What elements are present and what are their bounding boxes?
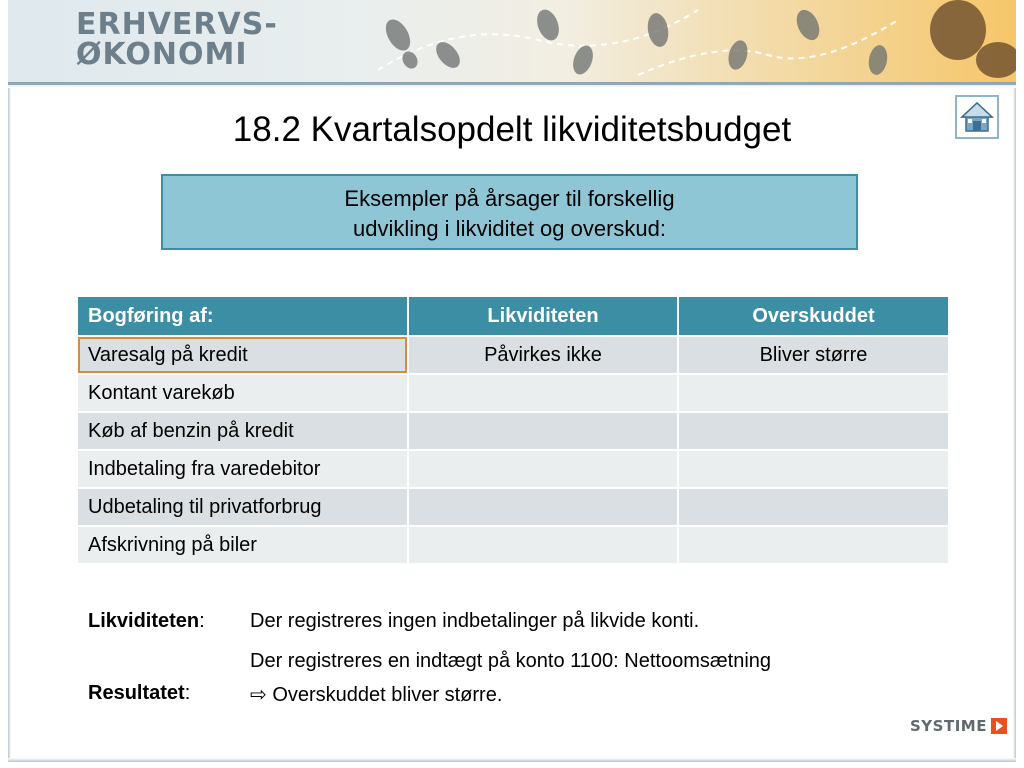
table-row xyxy=(77,526,949,564)
brand-line-2: ØKONOMI xyxy=(76,37,248,72)
result-colon: : xyxy=(184,682,191,704)
row-label-highlighted: Varesalg på kredit xyxy=(77,336,408,374)
liquidity-note xyxy=(88,610,205,633)
next-arrow-icon xyxy=(991,718,1007,734)
frame-bottom xyxy=(8,758,1016,762)
surplus-cell xyxy=(678,488,949,526)
liquidity-cell xyxy=(408,374,678,412)
brand-logo xyxy=(76,7,278,72)
table-row xyxy=(77,374,949,412)
liquidity-cell xyxy=(408,412,678,450)
liquidity-cell xyxy=(408,450,678,488)
row-label: Køb af benzin på kredit xyxy=(77,412,408,450)
publisher-logo xyxy=(910,715,1007,737)
callout-line-1: Eksempler på årsager til forskellig xyxy=(344,186,675,211)
right-arrow-icon: ⇨ xyxy=(250,684,267,706)
surplus-cell: Bliver større xyxy=(678,336,949,374)
surplus-cell xyxy=(678,450,949,488)
row-label: Indbetaling fra varedebitor xyxy=(77,450,408,488)
header-banner xyxy=(8,0,1016,85)
surplus-cell xyxy=(678,374,949,412)
home-button[interactable] xyxy=(955,95,999,139)
result-line-1: Der registreres en indtægt på konto 1100: Nettoomsætning xyxy=(250,650,772,672)
callout-line-2: udvikling i likviditet og overskud: xyxy=(352,216,667,241)
result-line-2 xyxy=(250,682,502,707)
publisher-name: SYSTIME xyxy=(910,717,987,735)
table-row xyxy=(77,450,949,488)
page-title: 18.2 Kvartalsopdelt likviditetsbudget xyxy=(232,110,792,149)
header-surplus: Overskuddet xyxy=(678,296,949,336)
header-booking: Bogføring af: xyxy=(77,296,408,336)
table-row xyxy=(77,336,949,374)
row-label: Kontant varekøb xyxy=(77,374,408,412)
surplus-cell xyxy=(678,526,949,564)
liquidity-text: Der registreres ingen indbetalinger på likvide konti. xyxy=(250,610,700,632)
liquidity-cell xyxy=(408,526,678,564)
footprints-decoration xyxy=(338,0,1016,82)
banner-shadow xyxy=(8,82,1016,88)
table-row xyxy=(77,412,949,450)
booking-table xyxy=(76,295,950,565)
table-row xyxy=(77,488,949,526)
result-text: Overskuddet bliver større. xyxy=(272,684,503,706)
header-liquidity: Likviditeten xyxy=(408,296,678,336)
frame-right xyxy=(1013,88,1016,760)
result-label: Resultatet xyxy=(88,682,185,704)
liquidity-cell: Påvirkes ikke xyxy=(408,336,678,374)
surplus-cell xyxy=(678,412,949,450)
brand-line-1: ERHVERVS- xyxy=(76,7,278,42)
frame-left xyxy=(8,88,11,760)
liquidity-colon: : xyxy=(199,610,205,632)
liquidity-cell xyxy=(408,488,678,526)
result-note xyxy=(88,682,190,705)
liquidity-label: Likviditeten xyxy=(88,610,200,632)
examples-callout xyxy=(161,174,858,250)
row-label: Afskrivning på biler xyxy=(77,526,408,564)
home-icon xyxy=(957,97,997,137)
row-label: Udbetaling til privatforbrug xyxy=(77,488,408,526)
table-header-row xyxy=(77,296,949,336)
